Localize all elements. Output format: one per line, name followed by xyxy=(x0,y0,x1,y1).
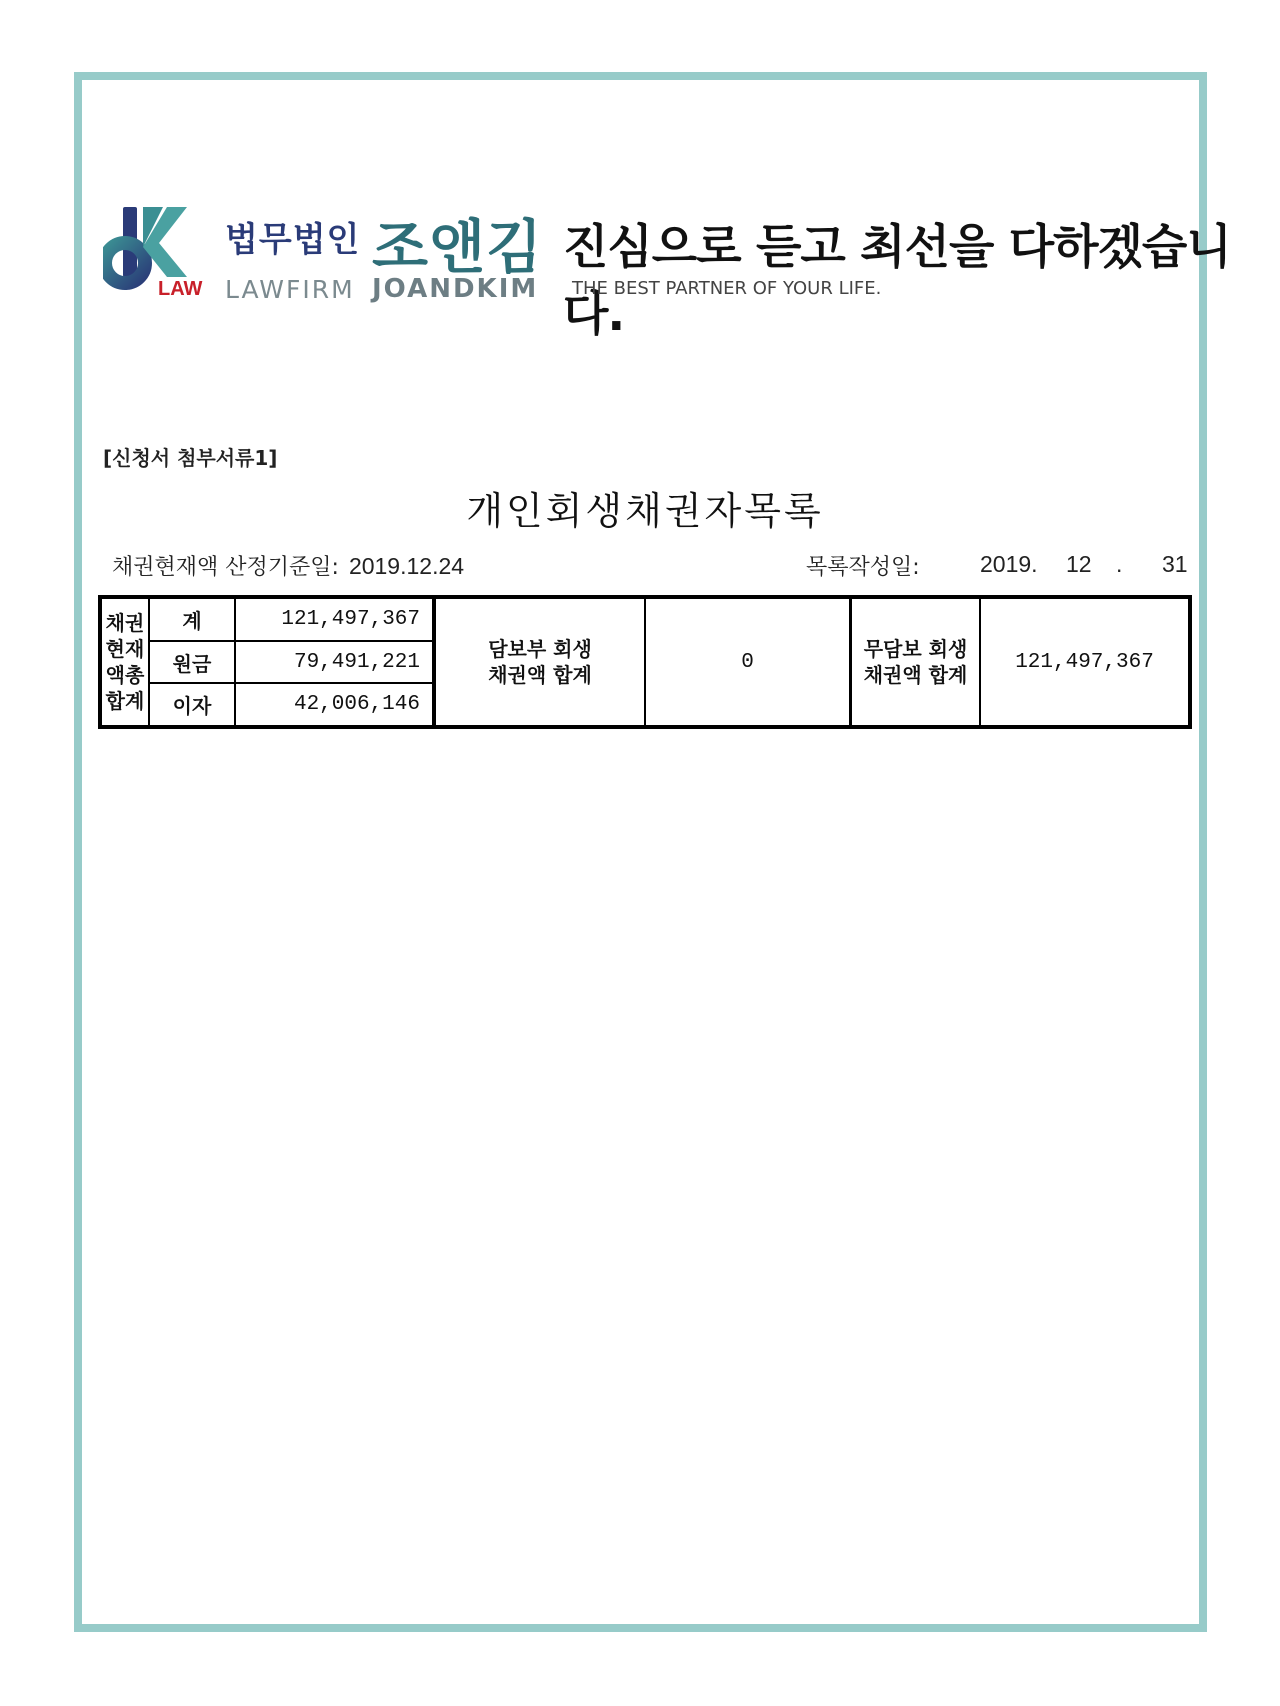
secured-label-line: 담보부 회생 xyxy=(488,637,592,661)
document-title: 개인회생채권자목록 xyxy=(466,489,824,533)
group-label-line: 액총 xyxy=(105,663,145,687)
row-value-principal: 79,491,221 xyxy=(293,650,420,674)
attachment-label: [신청서 첨부서류1] xyxy=(103,446,278,470)
unsecured-label xyxy=(852,599,979,725)
secured-label xyxy=(436,599,644,725)
written-month: 12 xyxy=(1066,551,1092,577)
group-label xyxy=(102,599,148,725)
unsecured-label-line: 무담보 회생 xyxy=(863,637,968,661)
logo-text: LAW xyxy=(158,278,203,297)
secured-label-line: 채권액 합계 xyxy=(488,663,592,687)
unsecured-value: 121,497,367 xyxy=(1015,650,1154,674)
secured-value: 0 xyxy=(741,650,754,674)
slogan-en: THE BEST PARTNER OF YOUR LIFE. xyxy=(572,278,882,299)
firm-name-en: JOANDKIM xyxy=(372,274,539,304)
row-value-total: 121,497,367 xyxy=(281,608,420,631)
slogan-ko: 진심으로 듣고 최선을 다하겠습니다. xyxy=(563,220,1231,342)
row-value-interest: 42,006,146 xyxy=(293,693,420,716)
group-label-line: 합계 xyxy=(105,689,145,713)
base-date-line xyxy=(112,550,464,581)
written-day: 31 xyxy=(1162,551,1188,577)
written-year: 2019. xyxy=(980,551,1038,577)
row-label-interest: 이자 xyxy=(172,694,212,718)
written-dot: . xyxy=(1116,551,1123,577)
row-label-principal: 원금 xyxy=(172,651,212,676)
firm-type-ko: 법무법인 xyxy=(225,220,361,260)
written-date-line xyxy=(806,550,1188,581)
unsecured-label-line: 채권액 합계 xyxy=(863,663,968,687)
firm-type-en: LAWFIRM xyxy=(225,275,355,304)
base-date-value: 2019.12.24 xyxy=(348,553,465,579)
firm-name-ko: 조앤김 xyxy=(372,213,544,281)
base-date-label: 채권현재액 산정기준일: xyxy=(112,555,339,580)
creditor-summary-table xyxy=(98,595,1192,729)
group-label-line: 현재 xyxy=(105,637,145,661)
group-label-line: 채권 xyxy=(105,611,145,635)
firm-logo-icon xyxy=(103,205,215,297)
row-label-total: 계 xyxy=(182,609,202,633)
written-date-label: 목록작성일: xyxy=(806,555,920,580)
